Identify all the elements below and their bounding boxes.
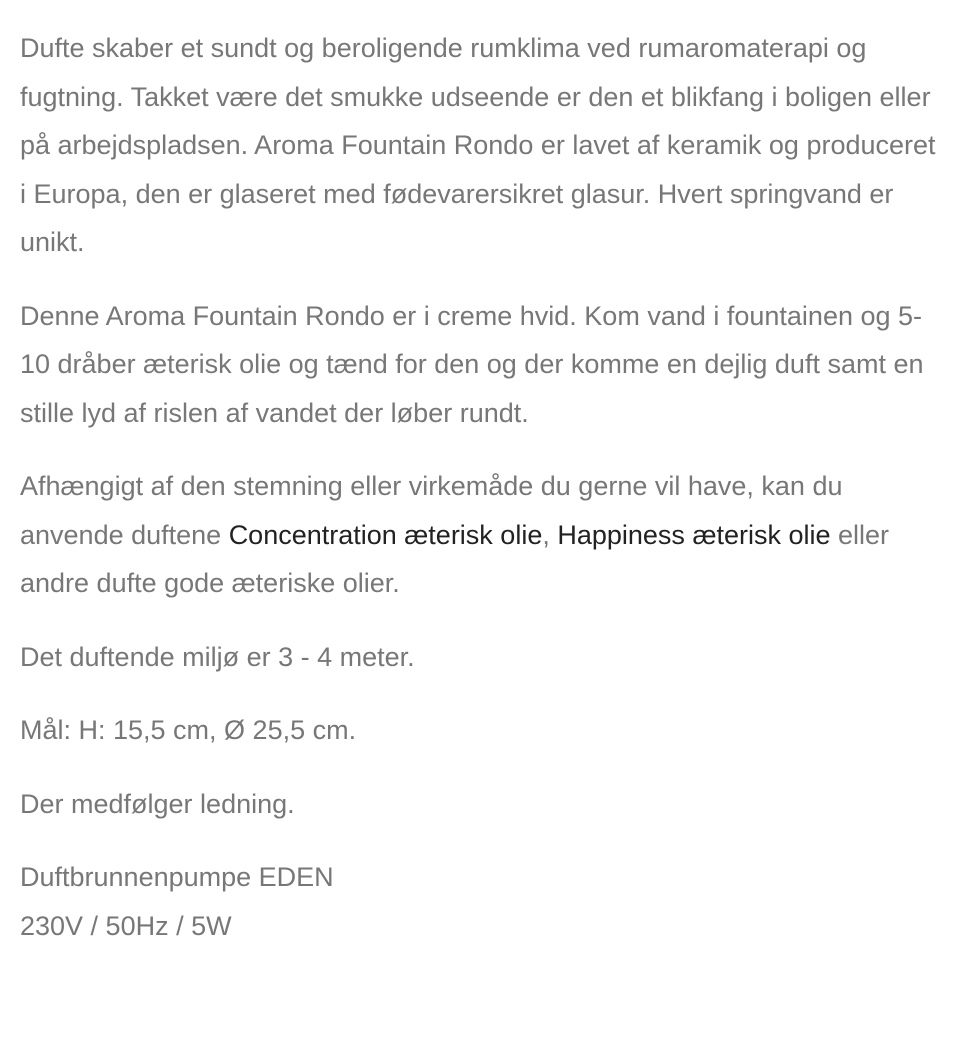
description-paragraph-range: Det duftende miljø er 3 - 4 meter. (20, 641, 415, 672)
oils-text-before: Afhængigt af den stemning eller virkemåde du gerne vil have, kan du anvende duftene (20, 471, 843, 550)
concentration-oil-link[interactable]: Concentration æterisk olie (228, 519, 543, 550)
description-paragraph-cable: Der medfølger ledning. (20, 788, 295, 819)
oils-text-after: eller andre dufte gode æteriske olier. (20, 519, 890, 598)
description-paragraph-oils (20, 462, 938, 608)
description-paragraph-intro: Dufte skaber et sundt og beroligende rumklima ved rumaromaterapi og fugtning. Takket være det smukke udseende er den et blikfang i boligen eller på arbejdspladsen. Aroma Fountain Rondo er lavet af keramik og produceret i Europa, den er glaseret med fødevarersikret glasur. Hvert springvand er unikt. (20, 33, 936, 257)
description-paragraph-dimensions: Mål: H: 15,5 cm, Ø 25,5 cm. (20, 715, 357, 745)
description-paragraph-pump (20, 853, 938, 950)
oils-separator: , (542, 519, 558, 550)
happiness-oil-link[interactable]: Happiness æterisk olie (557, 519, 831, 550)
description-paragraph-usage: Denne Aroma Fountain Rondo er i creme hvid. Kom vand i fountainen og 5-10 dråber æterisk olie og tænd for den og der komme en dejlig duft samt en stille lyd af rislen af vandet der løber rundt. (20, 300, 924, 428)
product-description (20, 24, 938, 975)
pump-name: Duftbrunnenpumpe EDEN (20, 862, 334, 892)
pump-specs: 230V / 50Hz / 5W (20, 910, 232, 941)
